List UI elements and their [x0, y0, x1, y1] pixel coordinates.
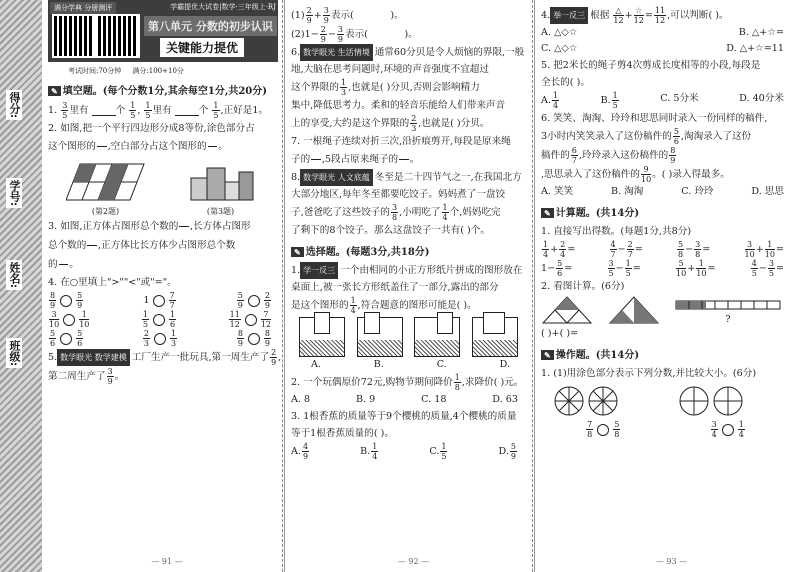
- calc-2-expr: ( )+( )=: [541, 328, 579, 339]
- cubes-figure: [181, 160, 261, 204]
- question-5-part-1: (1) $\frac{2}{9}$ + $\frac{3}{9}$ 表示( )。: [291, 6, 404, 25]
- calc-2-figures: [541, 295, 784, 325]
- exam-full-score: 满分:100+10分: [132, 67, 184, 75]
- option-c[interactable]: C. 18: [421, 394, 447, 405]
- fold-line: [282, 0, 284, 572]
- score-label: 得分:: [8, 92, 21, 119]
- circles-eighths[interactable]: [553, 384, 653, 418]
- choice-1-pictures: [299, 317, 518, 357]
- triangle-figure: [541, 295, 593, 325]
- option-c[interactable]: C. △◇☆: [541, 43, 578, 54]
- question-5-part-2: (2)1− $\frac{2}{9}$ − $\frac{3}{9}$ 表示( )。: [291, 25, 418, 44]
- question-7: 7. 一根绳子连续对折三次,沿折痕剪开,每段是原来绳: [291, 136, 511, 147]
- pencil-icon: ✎: [541, 208, 554, 218]
- choice-6: 6. 笑笑、淘淘、玲玲和思思同时录入一份同样的稿件,: [541, 113, 768, 124]
- choice-2: 2. 一个玩偶原价72元,购物节期间降价 $\frac{1}{8}$ ,求降价( )元。: [291, 373, 524, 392]
- pencil-icon: ✎: [541, 350, 554, 360]
- option-b[interactable]: B. △+☆=: [738, 27, 784, 38]
- option-a[interactable]: A. $\frac{1}{4}$: [541, 91, 559, 110]
- choice-4: 4. 举一反三 根据 $\frac{\triangle}{12}$ + $\frac{☆}{12}$ = $\frac{11}{12}$ ,可以判断( )。: [541, 6, 729, 25]
- option-d[interactable]: D. $\frac{5}{9}$: [498, 442, 516, 461]
- column-page-91: 满分学典 分册测评 学霸提优大试卷|数学·三年级上·RJ 第八单元 分数的初步认识 关键能力提优 考试时间:70分钟 满分:100+10分 ✎ 填空题。(每个分数1分,其余每空1分,共20分) 1. $\frac{3}{5}$ 里有 个 $\frac{1}{5}$ , $\frac{1}{5}$ 里有 个 $\frac{1}{5}$ ,正好是1。 2. 如图,把一个平行四边形分成8等份,涂色部分占 这个图形的 ,空白部分占这个图形的 。 (第2题) (第3题) 3. 如图,正方体占图形总个数的 ,长方体占图形 总个数的 ,正方体比长方体少占图形总个数 的 。 4. 在○里填上">""<"或"="。 $\frac{8}{9}$ $\frac{5}{9}$ 1 $\frac{7}{7}$ $\frac{5}{9}$ $\frac{2}{9}$ $\frac{3}{10}$ $\frac{1}{10}$ $\frac{1}{5}$ $\frac{1}{6}$ $\frac{11}{12}$ $\frac{7}{12}$ $\frac{5}{6}$ $\frac{5}{6}$ $\frac{2}{3}$ $\frac{1}{3}$ $\frac{8}{9}$ $\frac{8}{9}$ 5. 数学眼光 数学建模 工厂生产一批玩具,第一周生产了 $\frac{2}{9}$ , 第二周生产了 $\frac{3}{9}$ 。 — 91 —: [44, 0, 282, 572]
- option-c[interactable]: C. 5分米: [660, 93, 699, 104]
- choice-1: 1. 学一反三 一个由相同的小正方形纸片拼成的图形放在: [291, 262, 524, 279]
- option-a[interactable]: A. △◇☆: [541, 27, 578, 38]
- calc-2: 2. 看图计算。(6分): [541, 281, 625, 292]
- answer-blank[interactable]: [92, 105, 116, 116]
- operation-figures: [541, 384, 790, 418]
- compare-circle[interactable]: [248, 295, 260, 307]
- option-b[interactable]: B. 淘淘: [611, 186, 644, 197]
- pencil-icon: ✎: [291, 247, 304, 257]
- qr-code-icon: [96, 14, 140, 58]
- compare-circle[interactable]: [63, 314, 75, 326]
- student-id-label: 学号:: [8, 180, 21, 207]
- compare-circle[interactable]: [153, 314, 165, 326]
- section-operation: ✎ 操作题。(共14分): [541, 346, 790, 361]
- option-d[interactable]: D. 思思: [751, 186, 784, 197]
- pencil-icon: ✎: [48, 86, 61, 96]
- circles-quarters[interactable]: [678, 384, 778, 418]
- compare-row: $\frac{3}{10}$ $\frac{1}{10}$ $\frac{1}{5}$ $\frac{1}{6}$ $\frac{11}{12}$ $\frac{7}{12}$: [49, 310, 271, 329]
- question-8: 8. 数学眼光 人文底蕴 冬至是二十四节气之一,在我国北方: [291, 169, 524, 186]
- column-page-93: 4. 举一反三 根据 $\frac{\triangle}{12}$ + $\frac{☆}{12}$ = $\frac{11}{12}$ ,可以判断( )。 A. △◇☆ B. △+☆= C. △◇☆ D. △+☆=11 5. 把2米长的绳子剪4次剪成长度相等的小段,每段是 全长的( )。 A. $\frac{1}{4}$ B. $\frac{1}{5}$ C. 5分米 D. 40分米 6. 笑笑、淘淘、玲玲和思思同时录入一份同样的稿件, 3小时内笑笑录入了这份稿件的 $\frac{5}{6}$ ,淘淘录入了这份 稿件的 $\frac{6}{7}$ ,玲玲录入这份稿件的 $\frac{8}{9}$ ,思思录入了这份稿件的 $\frac{9}{10}$ 。( )录入得最多。 A. 笑笑 B. 淘淘 C. 玲玲 D. 思思 ✎ 计算题。(共14分) 1. 直接写出得数。(每题1分,共8分) $\frac{1}{4}$ + $\frac{2}{4}$ = $\frac{4}{7}$ − $\frac{2}{7}$ = $\frac{5}{8}$ − $\frac{3}{8}$ = $\frac{3}{10}$ + $\frac{1}{10}$ = 1− $\frac{5}{6}$ = $\frac{3}{5}$ − $\frac{1}{5}$ = $\frac{5}{10}$ + $\frac{1}{10}$ = $\frac{4}{5}$ − $\frac{3}{5}$ = 2. 看图计算。(6分) ? ( )+( )= ✎ 操作题。(共14分) 1. (1)用涂色部分表示下列分数,并比较大小。(6分) $\frac{7}{8}$ $\frac{5}{8}$ $\frac{3}{4}$ $\frac{1}{4}$ — 93 —: [534, 0, 796, 572]
- unit-title: 第八单元 分数的初步认识: [144, 16, 277, 36]
- figure-3-caption: (第3题): [206, 207, 235, 216]
- figures-2-3: [48, 160, 278, 204]
- option-a[interactable]: A.: [311, 359, 321, 370]
- compare-circle[interactable]: [245, 314, 257, 326]
- exam-meta: [68, 66, 278, 76]
- option-c[interactable]: C.: [436, 359, 447, 370]
- compare-row: $\frac{5}{6}$ $\frac{5}{6}$ $\frac{2}{3}$ $\frac{1}{3}$ $\frac{8}{9}$ $\frac{8}{9}$: [50, 329, 270, 348]
- option-b[interactable]: B.: [373, 359, 384, 370]
- page-number: — 93 —: [655, 557, 688, 566]
- option-picture[interactable]: [414, 317, 460, 357]
- compare-circle[interactable]: [248, 333, 260, 345]
- option-d[interactable]: D. △+☆=11: [726, 43, 784, 54]
- choice-3: 3. 1根香蕉的质量等于9个樱桃的质量,4个樱桃的质量: [291, 411, 517, 422]
- compare-circle[interactable]: [153, 295, 165, 307]
- parallelogram-figure: [66, 160, 146, 204]
- section-fill: ✎ 填空题。(每个分数1分,其余每空1分,共20分): [48, 82, 278, 97]
- fold-line: [532, 0, 534, 572]
- compare-circle[interactable]: [597, 424, 609, 436]
- option-b[interactable]: B. 9: [356, 394, 376, 405]
- compare-row: $\frac{8}{9}$ $\frac{5}{9}$ 1 $\frac{7}{7}$ $\frac{5}{9}$ $\frac{2}{9}$: [50, 291, 270, 310]
- option-d[interactable]: D. 63: [492, 394, 518, 405]
- answer-blank[interactable]: [175, 105, 199, 116]
- question-5: 5. 数学眼光 数学建模 工厂生产一批玩具,第一周生产了 $\frac{2}{9}$ ,: [48, 348, 282, 367]
- bar-figure: [674, 295, 784, 325]
- operation-1: 1. (1)用涂色部分表示下列分数,并比较大小。(6分): [541, 368, 757, 379]
- question-2: 2. 如图,把一个平行四边形分成8等份,涂色部分占: [48, 123, 255, 134]
- question-4: 4. 在○里填上">""<"或"="。: [48, 277, 177, 288]
- calc-1: 1. 直接写出得数。(每题1分,共8分): [541, 226, 692, 237]
- svg-text:?: ?: [725, 315, 731, 325]
- question-3: 3. 如图,正方体占图形总个数的 ,长方体占图形: [48, 217, 278, 236]
- option-a[interactable]: A. $\frac{4}{9}$: [291, 442, 309, 461]
- column-page-92: (1) $\frac{2}{9}$ + $\frac{3}{9}$ 表示( )。 (2)1− $\frac{2}{9}$ − $\frac{3}{9}$ 表示( )。 6. 数学眼光 生活情境 通常60分贝是令人烦恼的界限,一般 地,大脑在思考问题时,环境的声音强度不宜超过 这个界限的 $\frac{1}{3}$ ,也就是( )分贝,否则会影响精力 集中,降低思考力。柔和的轻音乐能给人们带来声音 上的享受,大约是这个界限的 $\frac{2}{3}$ ,也就是( )分贝。 7. 一根绳子连续对折三次,沿折痕剪开,每段是原来绳 子的 ,5段占原来绳子的 。 8. 数学眼光 人文底蕴 冬至是二十四节气之一,在我国北方 大部分地区,每年冬至都要吃饺子。妈妈煮了一盘饺 子,爸爸吃了这些饺子的 $\frac{3}{8}$ ,小明吃了 $\frac{1}{4}$ 个,妈妈吃完 了剩下的8个饺子。那么这盘饺子一共有( )个。 ✎ 选择题。(每题3分,共18分) 1. 学一反三 一个由相同的小正方形纸片拼成的图形放在 桌面上,被一张长方形纸盖住了一部分,露出的部分 是这个图形的 $\frac{1}{4}$ ,符合题意的图形可能是( )。 A. B. C. D. 2. 一个玩偶原价72元,购物节期间降价 $\frac{1}{8}$ ,求降价( )元。 A. 8 B. 9 C. 18 D. 63 3. 1根香蕉的质量等于9个樱桃的质量,4个樱桃的质量 等于1根香蕉质量的( )。 A. $\frac{4}{9}$ B. $\frac{1}{4}$ C. $\frac{1}{5}$ D. $\frac{5}{9}$ — 92 —: [284, 0, 530, 572]
- option-picture[interactable]: [357, 317, 403, 357]
- page-title: 关键能力提优: [160, 38, 244, 57]
- class-label: 班级:: [8, 340, 21, 367]
- option-picture[interactable]: [472, 317, 518, 357]
- page-header: [48, 0, 278, 62]
- section-choice: ✎ 选择题。(每题3分,共18分): [291, 243, 524, 258]
- option-a[interactable]: A. 笑笑: [541, 186, 574, 197]
- banner-left: 满分学典 分册测评: [50, 2, 116, 14]
- qr-code-icon: [52, 14, 96, 58]
- compare-circle[interactable]: [154, 333, 166, 345]
- name-label: 姓名:: [8, 262, 21, 289]
- question-2-cont: 这个图形的 ,空白部分占这个图形的 。: [48, 137, 278, 156]
- compare-circle[interactable]: [60, 295, 72, 307]
- page-number: — 91 —: [151, 557, 183, 566]
- compare-circle[interactable]: [60, 333, 72, 345]
- question-6: 6. 数学眼光 生活情境 通常60分贝是令人烦恼的界限,一般: [291, 44, 524, 61]
- option-picture[interactable]: [299, 317, 345, 357]
- option-c[interactable]: C. 玲玲: [681, 186, 714, 197]
- option-d[interactable]: D. 40分米: [739, 93, 784, 104]
- triangle-figure: [608, 295, 660, 325]
- question-1: 1. $\frac{3}{5}$ 里有 个 $\frac{1}{5}$ , $\frac{1}{5}$ 里有 个 $\frac{1}{5}$ ,正好是1。: [48, 101, 269, 120]
- option-a[interactable]: A. 8: [291, 394, 311, 405]
- figure-2-caption: (第2题): [91, 207, 120, 216]
- page-number: — 92 —: [397, 557, 430, 566]
- compare-circle[interactable]: [722, 424, 734, 436]
- option-d[interactable]: D.: [499, 359, 510, 370]
- section-calc: ✎ 计算题。(共14分): [541, 204, 790, 219]
- option-b[interactable]: B. $\frac{1}{4}$: [360, 442, 378, 461]
- exam-time: 考试时间:70分钟: [68, 67, 122, 75]
- choice-5: 5. 把2米长的绳子剪4次剪成长度相等的小段,每段是: [541, 60, 761, 71]
- banner-right: 学霸提优大试卷|数学·三年级上·RJ: [170, 3, 276, 11]
- option-b[interactable]: B. $\frac{1}{5}$: [600, 91, 618, 110]
- option-c[interactable]: C. $\frac{1}{5}$: [429, 442, 447, 461]
